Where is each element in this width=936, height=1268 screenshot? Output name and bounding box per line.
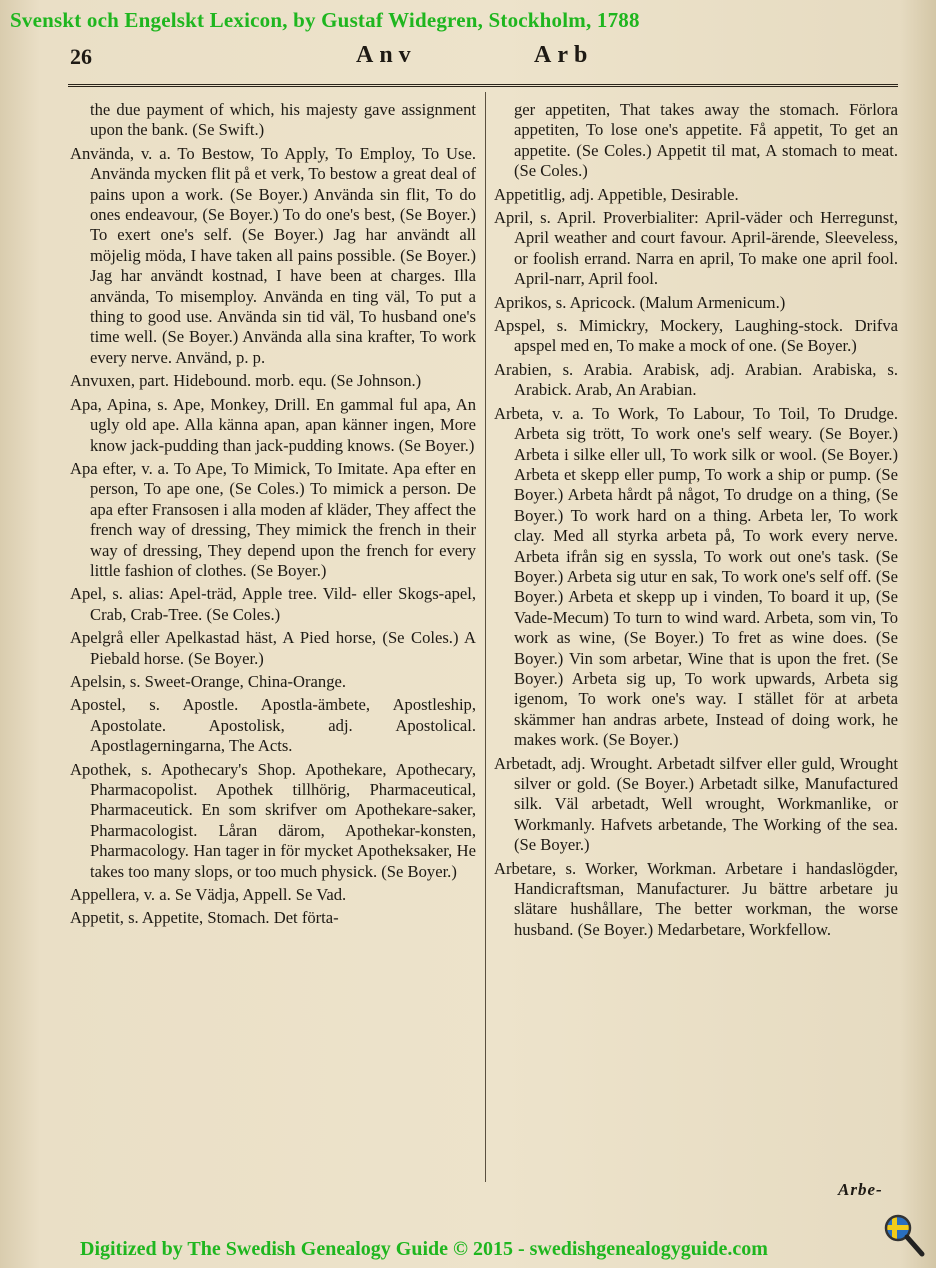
dictionary-entry: April, s. April. Proverbialiter: April-väder och Herregunst, April weather and court favour. April-ärende, Sleeveless, or foolish errand. Narra en april, To make one april fool. April-narr, April fool.	[494, 208, 898, 289]
digitization-footer: Digitized by The Swedish Genealogy Guide © 2015 - swedishgenealogyguide.com	[80, 1238, 768, 1260]
dictionary-entry: Apel, s. alias: Apel-träd, Apple tree. Vild- eller Skogs-apel, Crab, Crab-Tree. (Se Coles.)	[70, 584, 476, 624]
dictionary-entry: Apostel, s. Apostle. Apostla-ämbete, Apostleship, Apostolate. Apostolisk, adj. Apostolical. Apostlagerningarna, The Acts.	[70, 695, 476, 756]
dictionary-entry: Arbetare, s. Worker, Workman. Arbetare i handaslögder, Handicraftsman, Manufacturer. Ju bättre arbetare ju slätare hushållare, The better workman, the worse husband. (Se Boyer.) Medarbetare, Workfellow.	[494, 858, 898, 939]
dictionary-entry: Apa, Apina, s. Ape, Monkey, Drill. En gammal ful apa, An ugly old ape. Alla känna apan, apan känner ingen, More know jack-pudding than jack-pudding knows. (Se Boyer.)	[70, 394, 476, 455]
page-number: 26	[70, 44, 92, 69]
left-column	[70, 100, 476, 1180]
dictionary-entry: Appetit, s. Appetite, Stomach. Det förta-	[70, 908, 339, 928]
catchword: Arbe-	[838, 1180, 883, 1199]
column-divider	[485, 92, 486, 1182]
dictionary-entry: Appetitlig, adj. Appetible, Desirable.	[494, 184, 739, 204]
dictionary-entry: ger appetiten, That takes away the stomach. Förlora appetiten, To lose one's appetite. Få appetit, To get an appetite. (Se Coles.) Appetit til mat, A stomach to meat. (Se Coles.)	[514, 100, 898, 181]
dictionary-entry: Anvuxen, part. Hidebound. morb. equ. (Se Johnson.)	[70, 371, 422, 391]
dictionary-entry: Arbetadt, adj. Wrought. Arbetadt silfver eller guld, Wrought silver or gold. (Se Boyer.) Arbetadt silke, Manufactured silk. Väl arbetadt, Well wrought, Workmanlike, or Workmanly. Hafvets arbetande, The Working of the sea. (Se Boyer.)	[494, 753, 898, 855]
digitization-banner: Svenskt och Engelskt Lexicon, by Gustaf Widegren, Stockholm, 1788	[10, 8, 640, 32]
dictionary-entry: Apelsin, s. Sweet-Orange, China-Orange.	[70, 671, 347, 691]
dictionary-entry: Använda, v. a. To Bestow, To Apply, To Employ, To Use. Använda mycken flit på et verk, To bestow a great deal of pains upon a work. (Se Boyer.) Använda sin flit, To do ones endeavour, (Se Boyer.) To do one's best, (Se Boyer.) To exert one's self. (Se Boyer.) Jag har användt all möjelig möda, I have taken all pains possible. (Se Boyer.) Jag har användt kostnad, I have been at charges. Illa använda, To misemploy. Använda en ting väl, To put a thing to good use. Använda sin tid väl, To husband one's time well. (Se Boyer.) Använda alla sina krafter, To work every nerve. Använd, p. p.	[70, 143, 476, 367]
dictionary-entry: the due payment of which, his majesty gave assignment upon the bank. (Se Swift.)	[90, 100, 476, 140]
dictionary-entry: Apspel, s. Mimickry, Mockery, Laughing-stock. Drifva apspel med en, To make a mock of one. (Se Boyer.)	[494, 316, 898, 356]
dictionary-entry: Appellera, v. a. Se Vädja, Appell. Se Vad.	[70, 885, 347, 905]
running-head	[0, 40, 936, 80]
right-column	[494, 100, 898, 1210]
magnifying-glass-swedish-flag-icon	[882, 1212, 926, 1260]
left-guide-word: Anv	[356, 42, 417, 68]
dictionary-entry: Arbeta, v. a. To Work, To Labour, To Toil, To Drudge. Arbeta sig trött, To work one's self weary. (Se Boyer.) Arbeta i silke eller ull, To work silk or wool. (Se Boyer.) Arbeta et skepp eller pump, To work a ship or pump. (Se Boyer.) Arbeta hårdt på något, To drudge on a thing, (Se Boyer.) To work hard on a thing. Arbeta ler, To work clay. Med all styrka arbeta på, To work every nerve. Arbeta ifrån sig en syssla, To work out one's task. (Se Boyer.) Arbeta sig utur en sak, To work one's self off. (Se Boyer.) Arbeta et skepp up i vinden, To board it up, (Se Vade-Mecum) To turn to wind ward. Arbeta, som vin, To work as wine, (Se Boyer.) To fret as wine does. (Se Boyer.) Vin som arbetar, Wine that is upon the fret. (Se Boyer.) Arbeta sig up, To work upwards, Arbeta sig igenom, To work one's way. I stället för at arbeta skämmer han andras arbete, Instead of doing work, he makes work. (Se Boyer.)	[494, 403, 898, 750]
dictionary-entry: Arabien, s. Arabia. Arabisk, adj. Arabian. Arabiska, s. Arabick. Arab, An Arabian.	[494, 359, 898, 400]
dictionary-entry: Apa efter, v. a. To Ape, To Mimick, To Imitate. Apa efter en person, To ape one, (Se Coles.) To mimick a person. De apa efter Fransosen i alla moden af kläder, They affect the french way of dressing, They mimick the french in their way of dressing, They depend upon the french for every little fashion of clothes. (Se Boyer.)	[70, 458, 476, 580]
right-guide-word: Arb	[534, 42, 594, 68]
dictionary-entry: Apelgrå eller Apelkastad häst, A Pied horse, (Se Coles.) A Piebald horse. (Se Boyer.)	[70, 628, 476, 668]
dictionary-entry: Apothek, s. Apothecary's Shop. Apothekare, Apothecary, Pharmacopolist. Apothek tillhörig, Pharmaceutical, Pharmaceutick. En som skrifver om Apothekare-saker, Pharmacologist. Låran därom, Apothekar-konsten, Pharmacology. Han tager in för mycket Apotheksaker, He takes too many slops, or too much physick. (Se Boyer.)	[70, 759, 476, 881]
dictionary-entry: Aprikos, s. Apricock. (Malum Armenicum.)	[494, 292, 786, 312]
header-rule	[68, 84, 898, 87]
